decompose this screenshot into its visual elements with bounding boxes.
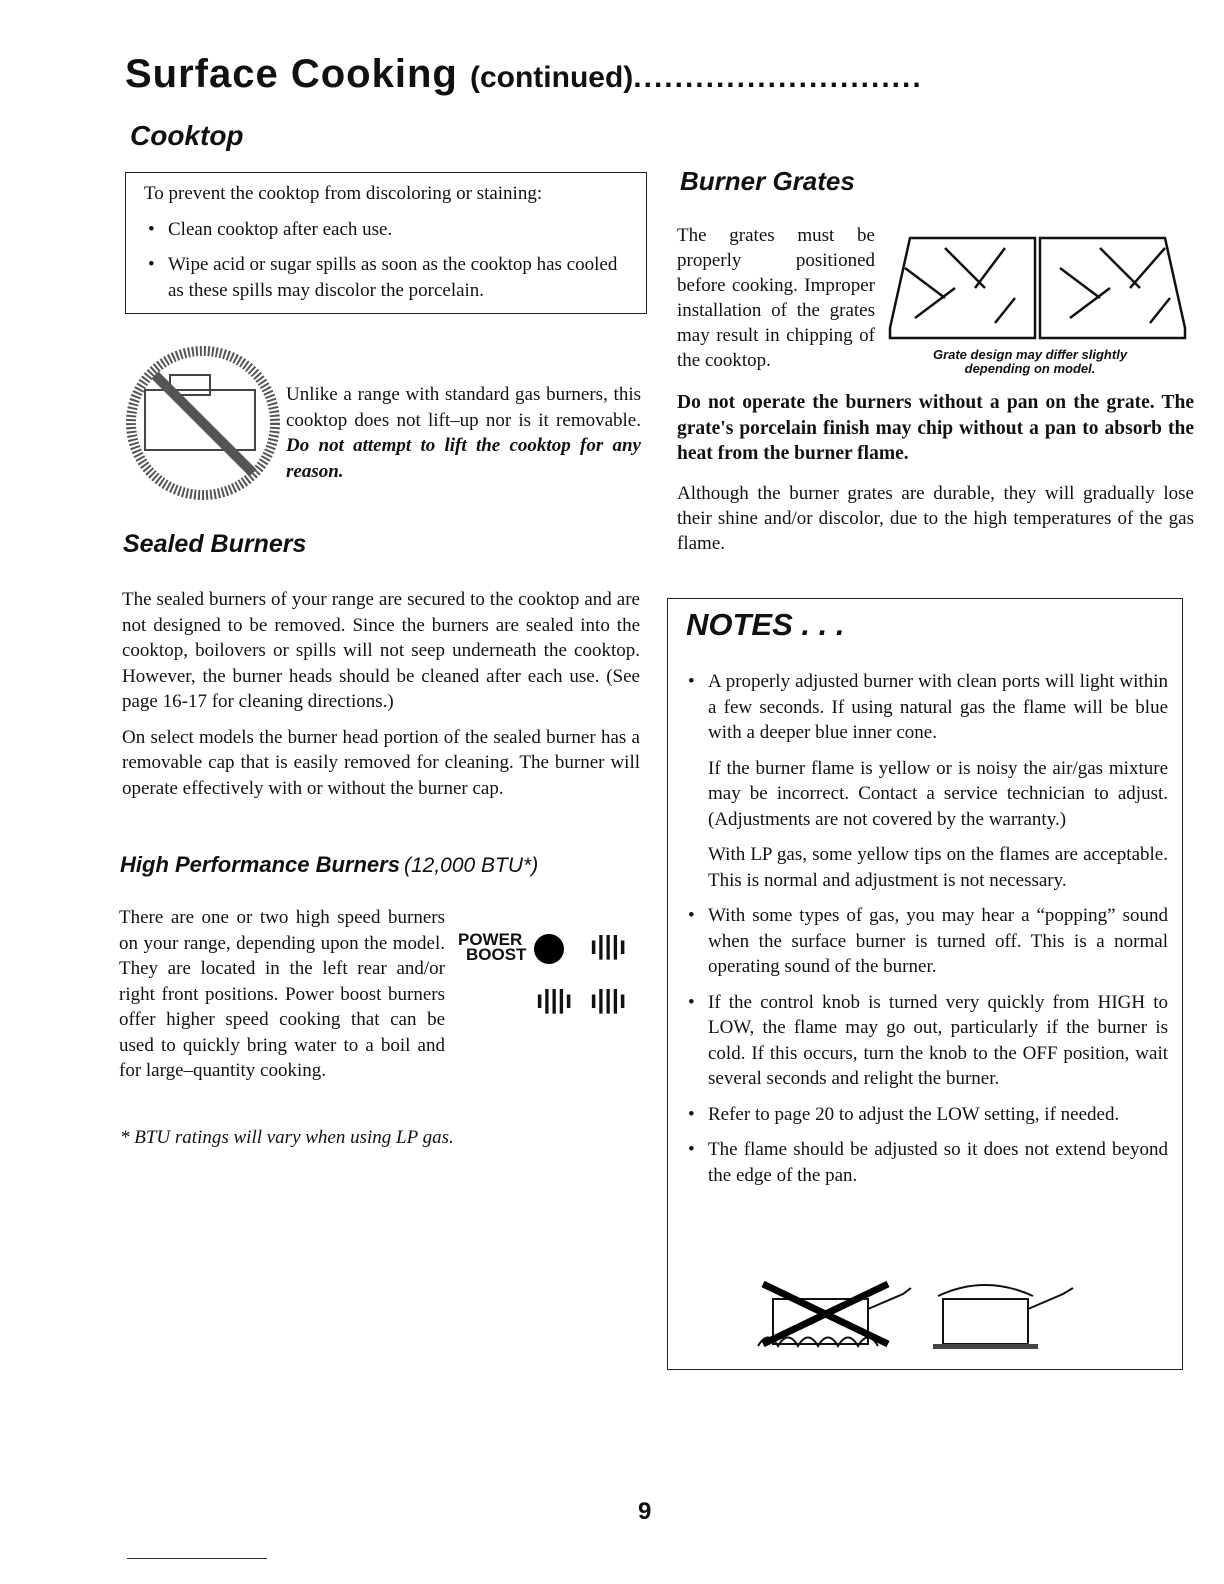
flame-bars-icon: ı|||ı [590,930,627,960]
burner-grates-heading: Burner Grates [680,166,855,196]
grates-warning: Do not operate the burners without a pan on the grate. The grate's porcelain finish may chip without a pan to absorb the heat from the burner flame. [677,392,1194,464]
cooktop-lift-text [286,382,641,484]
power-boost-logo [458,922,638,1032]
note-item: • With some types of gas, you may hear a “popping” sound when the surface burner is turned off. This is a normal operating sound of the burner. [684,903,1168,980]
list-item: • Wipe acid or sugar spills as soon as the cooktop has cooled as these spills may discolor the porcelain. [144,252,634,303]
title-dots: ............................ [633,61,923,94]
cooktop-heading: Cooktop [130,120,244,151]
grates-caption [885,348,1175,376]
title-continued: (continued) [469,61,634,94]
flame-bars-icon: ı|||ı [590,984,627,1014]
sealed-burners-text [122,587,640,811]
sealed-burners-heading: Sealed Burners [123,530,307,558]
paragraph: On select models the burner head portion of the sealed burner has a removable cap that is easily removed for cleaning. The burner will operate effectively with or without the burner cap. [122,726,640,799]
page-title [125,52,923,97]
note-text: With LP gas, some yellow tips on the flames are acceptable. This is normal and adjustment is not necessary. [708,844,1168,891]
note-text: If the burner flame is yellow or is noisy the air/gas mixture may be incorrect. Contact a service technician to adjust. (Adjustments are not covered by the warranty.) [708,757,1168,830]
logo-line: BOOST [466,945,527,964]
btu-label: (12,000 BTU*) [403,854,539,877]
footer-rule [127,1558,267,1559]
note-text: • A properly adjusted burner with clean ports will light within a few seconds. If using natural gas the flame will be blue with a deeper blue inner cone. [708,671,1168,743]
burner-grates-illustration [885,228,1190,348]
note-item: • If the control knob is turned very quickly from HIGH to LOW, the flame may go out, particularly if the burner is cold. If this occurs, turn the knob to the OFF position, wait several seconds and relight the burner. [684,990,1168,1092]
cooktop-care-box [125,172,647,314]
caption-line: Grate design may differ slightly [932,347,1128,362]
list-item: • Clean cooktop after each use. [144,217,634,243]
grates-paragraph: Although the burner grates are durable, they will gradually lose their shine and/or discolor, due to the high temperatures of the gas flame. [677,483,1194,554]
pan-flame-illustration [753,1274,1093,1354]
power-boost-dot-icon [534,934,564,964]
caption-line: depending on model. [964,361,1096,376]
notes-heading: NOTES . . . [686,607,845,642]
lift-text: Unlike a range with standard gas burners, this cooktop does not lift–up nor is it removable. [286,384,641,431]
btu-footnote: * BTU ratings will vary when using LP gas. [120,1127,454,1148]
no-lift-cooktop-illustration [125,345,280,500]
flame-bars-icon: ı|||ı [536,984,573,1014]
page-number: 9 [638,1498,652,1525]
note-item: • Refer to page 20 to adjust the LOW setting, if needed. [684,1102,1168,1128]
note-item [684,669,1168,893]
title-text: Surface Cooking [125,52,458,96]
notes-list [684,669,1168,1198]
paragraph: The sealed burners of your range are secured to the cooktop and are not designed to be removed. Since the burners are sealed into the cooktop, boilovers or spills will not seep underneath the cooktop. However, the burner heads should be cleaned after each use. (See page 16-17 for cleaning directions.) [122,589,640,712]
high-perf-text: There are one or two high speed burners on your range, depending upon the model. They are located in the left rear and/or right front positions. Power boost burners offer higher speed cooking that can be used to quickly bring water to a boil and for large–quantity cooking. [119,907,445,1081]
logo-line: POWER [458,930,523,949]
notes-box [667,598,1183,1370]
high-perf-title: High Performance Burners [120,852,400,877]
power-boost-label [458,932,526,962]
high-perf-heading [120,852,538,878]
lift-warning: Do not attempt to lift the cooktop for any reason. [286,435,641,482]
box-intro: To prevent the cooktop from discoloring or staining: [144,183,543,204]
grates-text: The grates must be properly positioned before cooking. Improper installation of the grates may result in chipping of the cooktop. [677,225,875,371]
note-item: • The flame should be adjusted so it does not extend beyond the edge of the pan. [684,1137,1168,1188]
